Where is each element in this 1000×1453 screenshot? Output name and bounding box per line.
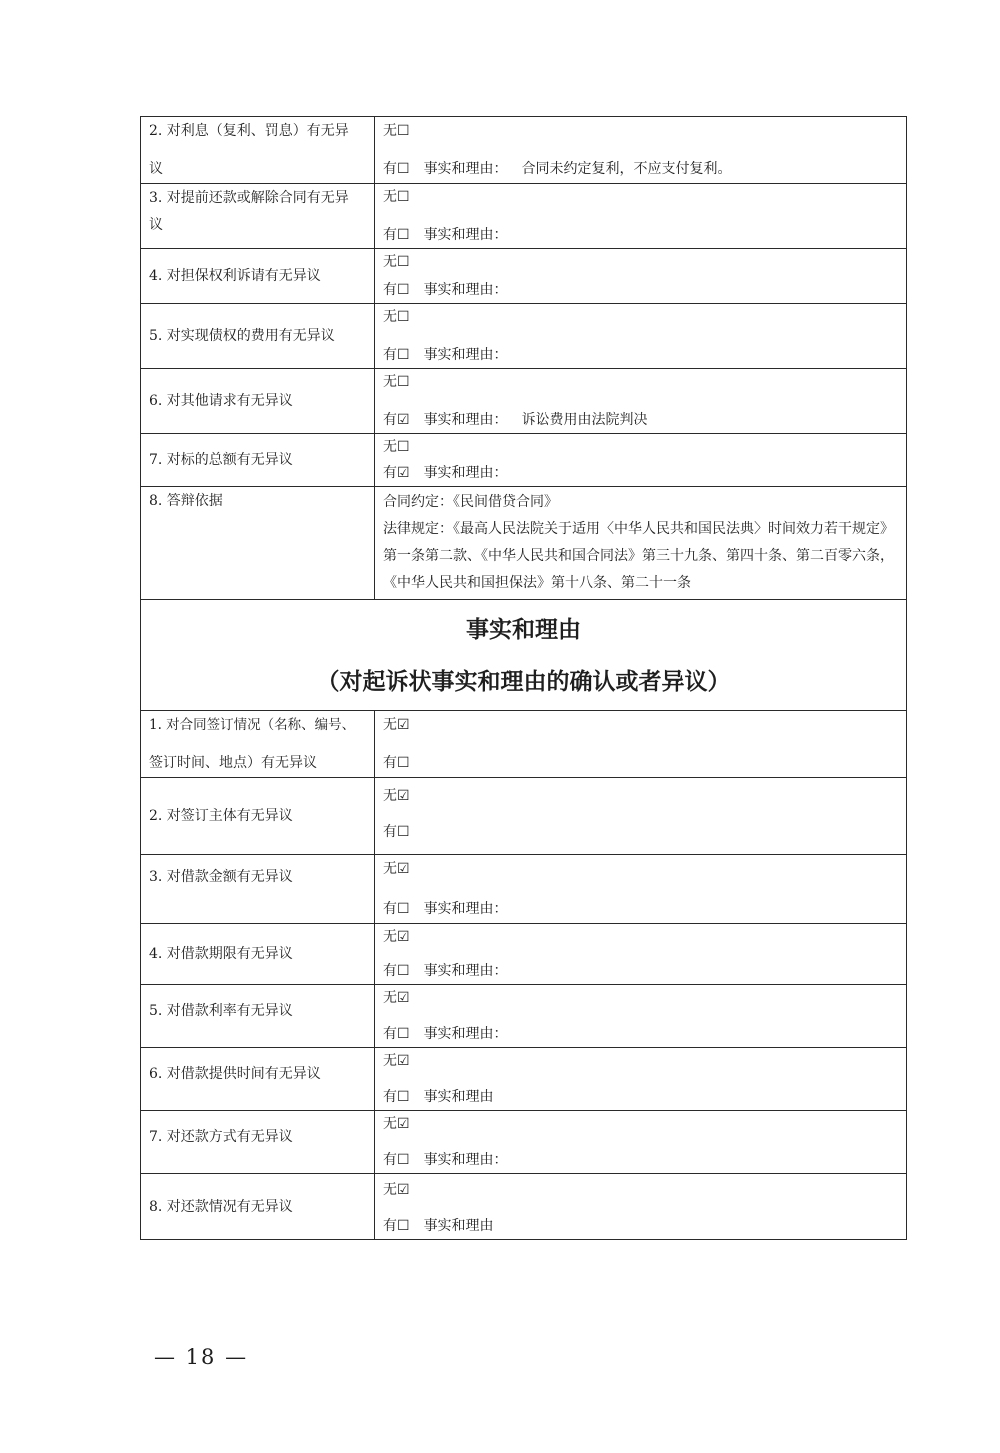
row-answer xyxy=(375,1048,907,1111)
option-has-line xyxy=(383,463,900,483)
row-label-line: 3. 对借款金额有无异议 xyxy=(149,869,293,885)
row-label-line: 签订时间、地点）有无异议 xyxy=(149,755,317,771)
option-none: 无☐ xyxy=(383,189,410,205)
row-answer xyxy=(375,249,907,304)
option-none: 无☑ xyxy=(383,788,410,804)
option-has-line xyxy=(383,1216,900,1236)
option-has-line xyxy=(383,159,900,179)
option-has: 有☐ xyxy=(383,1152,410,1168)
option-has-line xyxy=(383,899,900,919)
option-none: 无☐ xyxy=(383,123,410,139)
row-label-line: 3. 对提前还款或解除合同有无异 xyxy=(149,190,349,206)
option-has: 有☐ xyxy=(383,1218,410,1234)
lower-row-term xyxy=(141,924,907,985)
basis-contract: 合同约定：《民间借贷合同》 xyxy=(383,494,558,510)
section-subtitle: （对起诉状事实和理由的确认或者异议） xyxy=(316,669,731,695)
row-answer xyxy=(375,434,907,487)
reason-label: 事实和理由 xyxy=(423,1089,494,1105)
row-label xyxy=(141,855,375,924)
section-heading-row xyxy=(141,600,907,711)
option-none: 无☐ xyxy=(383,374,410,390)
row-label: 5. 对实现债权的费用有无异议 xyxy=(141,304,375,369)
lower-row-parties xyxy=(141,778,907,855)
row-answer xyxy=(375,487,907,600)
reason-label: 事实和理由： xyxy=(423,1026,508,1042)
row-answer xyxy=(375,1111,907,1174)
section-heading xyxy=(141,600,907,711)
row-answer xyxy=(375,855,907,924)
row-answer xyxy=(375,778,907,855)
upper-row-other xyxy=(141,369,907,434)
row-label xyxy=(141,1048,375,1111)
row-answer xyxy=(375,117,907,184)
upper-row-interest xyxy=(141,117,907,184)
upper-row-costs xyxy=(141,304,907,369)
option-has: 有☐ xyxy=(383,227,410,243)
row-label xyxy=(141,1111,375,1174)
upper-row-total xyxy=(141,434,907,487)
option-has-line xyxy=(383,961,900,981)
row-answer xyxy=(375,711,907,778)
reason-label: 事实和理由： xyxy=(423,963,508,979)
row-label-line: 5. 对借款利率有无异议 xyxy=(149,1003,293,1019)
reason-label: 事实和理由： xyxy=(423,282,508,298)
lower-row-repayment-status xyxy=(141,1174,907,1240)
row-answer xyxy=(375,1174,907,1240)
option-none: 无☑ xyxy=(383,990,410,1006)
lower-row-rate xyxy=(141,985,907,1048)
row-label xyxy=(141,184,375,249)
row-answer xyxy=(375,304,907,369)
reason-label: 事实和理由： xyxy=(423,465,508,481)
option-none: 无☑ xyxy=(383,929,410,945)
row-label: 2. 对签订主体有无异议 xyxy=(141,778,375,855)
row-label-line: 1. 对合同签订情况（名称、编号、 xyxy=(149,717,356,733)
option-none: 无☑ xyxy=(383,1053,410,1069)
reason-label: 事实和理由： xyxy=(423,901,508,917)
lower-row-repayment-method xyxy=(141,1111,907,1174)
option-none: 无☐ xyxy=(383,439,410,455)
row-label-line: 议 xyxy=(149,161,163,177)
row-label: 7. 对标的总额有无异议 xyxy=(141,434,375,487)
row-label-line: 议 xyxy=(149,217,163,233)
row-label xyxy=(141,117,375,184)
row-label-line: 6. 对借款提供时间有无异议 xyxy=(149,1066,321,1082)
option-has: 有☐ xyxy=(383,347,410,363)
option-has-line xyxy=(383,280,900,300)
upper-row-prepayment xyxy=(141,184,907,249)
option-has: 有☑ xyxy=(383,465,410,481)
basis-law: 法律规定：《最高人民法院关于适用〈中华人民共和国民法典〉时间效力若干规定》第一条第二款、《中华人民共和国合同法》第三十九条、第四十条、第二百零六条，《中华人民共和国担保法》第十八条、第二十一条 xyxy=(383,521,894,591)
option-has: 有☐ xyxy=(383,901,410,917)
reason-label: 事实和理由： xyxy=(423,1152,508,1168)
reason-label: 事实和理由： xyxy=(423,412,508,428)
option-has: 有☐ xyxy=(383,824,410,840)
option-has: 有☐ xyxy=(383,161,410,177)
row-label xyxy=(141,711,375,778)
lower-row-amount xyxy=(141,855,907,924)
upper-row-guarantee xyxy=(141,249,907,304)
page-number: — 18 — xyxy=(154,1345,249,1369)
option-has-line xyxy=(383,345,900,365)
defense-form-table xyxy=(140,116,907,1240)
row-label-line: 2. 对利息（复利、罚息）有无异 xyxy=(149,123,349,139)
option-has: 有☐ xyxy=(383,1089,410,1105)
row-label xyxy=(141,985,375,1048)
row-answer xyxy=(375,369,907,434)
option-none: 无☑ xyxy=(383,1182,410,1198)
row-answer xyxy=(375,924,907,985)
option-has: 有☐ xyxy=(383,282,410,298)
reason-label: 事实和理由 xyxy=(423,1218,494,1234)
row-label: 6. 对其他请求有无异议 xyxy=(141,369,375,434)
reason-text: 合同未约定复利，不应支付复利。 xyxy=(521,161,732,177)
section-title: 事实和理由 xyxy=(466,617,581,643)
option-has: 有☐ xyxy=(383,1026,410,1042)
option-none: 无☐ xyxy=(383,254,410,270)
row-label: 4. 对担保权利诉请有无异议 xyxy=(141,249,375,304)
row-answer xyxy=(375,985,907,1048)
option-none: 无☑ xyxy=(383,861,410,877)
row-label: 8. 答辩依据 xyxy=(141,487,375,600)
reason-text: 诉讼费用由法院判决 xyxy=(521,412,648,428)
option-has: 有☑ xyxy=(383,412,410,428)
row-answer xyxy=(375,184,907,249)
row-label: 8. 对还款情况有无异议 xyxy=(141,1174,375,1240)
option-none: 无☑ xyxy=(383,717,410,733)
lower-row-signing xyxy=(141,711,907,778)
upper-row-basis xyxy=(141,487,907,600)
option-has-line xyxy=(383,410,900,430)
row-label-line: 7. 对还款方式有无异议 xyxy=(149,1129,293,1145)
option-has-line xyxy=(383,1087,900,1107)
option-has-line xyxy=(383,225,900,245)
option-none: 无☑ xyxy=(383,1116,410,1132)
row-label: 4. 对借款期限有无异议 xyxy=(141,924,375,985)
option-none: 无☐ xyxy=(383,309,410,325)
option-has: 有☐ xyxy=(383,963,410,979)
option-has: 有☐ xyxy=(383,755,410,771)
option-has-line xyxy=(383,1150,900,1170)
lower-row-provision-time xyxy=(141,1048,907,1111)
option-has-line xyxy=(383,1024,900,1044)
reason-label: 事实和理由： xyxy=(423,161,508,177)
reason-label: 事实和理由： xyxy=(423,347,508,363)
reason-label: 事实和理由： xyxy=(423,227,508,243)
